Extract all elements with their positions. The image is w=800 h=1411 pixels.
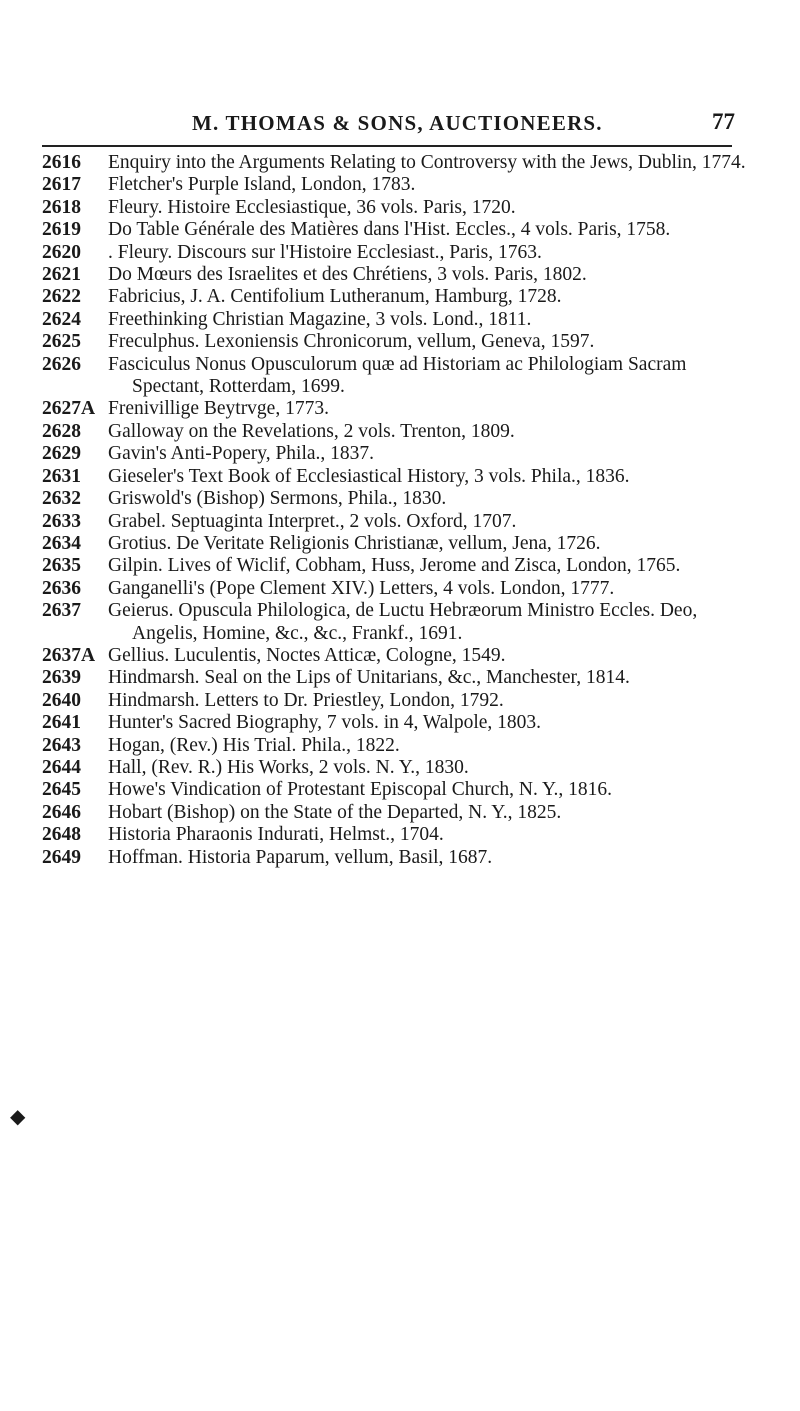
catalogue-entry: [0, 354, 800, 399]
entry-description: Fasciculus Nonus Opusculorum quæ ad Historiam ac Philologiam Sacram Spectant, Rotterdam, 1699.: [108, 353, 687, 398]
catalogue-entry: [0, 286, 800, 308]
lot-number: 2616: [42, 152, 81, 173]
page-header: [0, 102, 800, 142]
catalogue-entry: [0, 667, 800, 689]
lot-number: 2620: [42, 241, 81, 263]
catalogue-entry: [0, 488, 800, 510]
entry-description: Frenivillige Beytrvge, 1773.: [108, 398, 329, 420]
lot-number: 2626: [42, 353, 81, 375]
entry-description: Hindmarsh. Letters to Dr. Priestley, London, 1792.: [108, 689, 504, 711]
entry-description: Fletcher's Purple Island, London, 1783.: [108, 174, 416, 196]
catalogue-entry: [0, 309, 800, 331]
catalogue-entry: [0, 511, 800, 533]
lot-number: 2629: [42, 443, 81, 465]
catalogue-entry: [0, 197, 800, 219]
lot-number: 2628: [42, 420, 81, 442]
entry-description: Griswold's (Bishop) Sermons, Phila., 1830.: [108, 488, 447, 510]
entry-description: . Fleury. Discours sur l'Histoire Ecclesiast., Paris, 1763.: [108, 241, 542, 263]
catalogue-entry: [0, 645, 800, 667]
catalogue-entry: [0, 757, 800, 779]
catalogue-entry: [0, 735, 800, 757]
catalogue-entry: [0, 824, 800, 846]
lot-number: 2633: [42, 510, 81, 532]
lot-number: 2631: [42, 465, 81, 487]
catalogue-entry: [0, 421, 800, 443]
catalogue-entry: [0, 779, 800, 801]
lot-number: 2637A: [42, 644, 96, 666]
lot-number: 2619: [42, 219, 81, 241]
catalogue-list: [0, 152, 800, 869]
entry-description: Galloway on the Revelations, 2 vols. Trenton, 1809.: [108, 420, 515, 442]
catalogue-entry: [0, 466, 800, 488]
catalogue-entry: [0, 690, 800, 712]
page-number: 77: [712, 109, 735, 134]
entry-description: Gilpin. Lives of Wiclif, Cobham, Huss, Jerome and Zisca, London, 1765.: [108, 555, 681, 577]
lot-number: 2646: [42, 801, 81, 823]
catalogue-entry: [0, 712, 800, 734]
entry-description: Hoffman. Historia Paparum, vellum, Basil, 1687.: [108, 846, 493, 868]
catalogue-entry: [0, 174, 800, 196]
catalogue-entry: [0, 331, 800, 353]
lot-number: 2644: [42, 756, 81, 778]
entry-description: Hall, (Rev. R.) His Works, 2 vols. N. Y., 1830.: [108, 756, 469, 778]
catalogue-entry: [0, 578, 800, 600]
entry-description: Freethinking Christian Magazine, 3 vols. Lond., 1811.: [108, 308, 532, 330]
entry-description: Do Table Générale des Matières dans l'Hist. Eccles., 4 vols. Paris, 1758.: [108, 219, 671, 241]
entry-description: Enquiry into the Arguments Relating to Controversy with the Jews, Dublin, 1774.: [108, 152, 746, 173]
catalogue-entry: [0, 600, 800, 645]
lot-number: 2627A: [42, 398, 96, 420]
lot-number: 2618: [42, 196, 81, 218]
catalogue-entry: [0, 152, 800, 174]
lot-number: 2632: [42, 488, 81, 510]
catalogue-entry: [0, 264, 800, 286]
catalogue-entry: [0, 242, 800, 264]
lot-number: 2637: [42, 600, 81, 622]
entry-description: Hogan, (Rev.) His Trial. Phila., 1822.: [108, 734, 400, 756]
entry-description: Hunter's Sacred Biography, 7 vols. in 4, Walpole, 1803.: [108, 712, 542, 734]
entry-description: Howe's Vindication of Protestant Episcopal Church, N. Y., 1816.: [108, 779, 613, 801]
entry-description: Hindmarsh. Seal on the Lips of Unitarians, &c., Manchester, 1814.: [108, 667, 630, 689]
lot-number: 2648: [42, 824, 81, 846]
entry-description: Geierus. Opuscula Philologica, de Luctu Hebræorum Ministro Eccles. Deo, Angelis, Homine, &c., &c., Frankf., 1691.: [108, 600, 698, 644]
header-rule: [42, 145, 732, 147]
entry-description: Gieseler's Text Book of Ecclesiastical History, 3 vols. Phila., 1836.: [108, 465, 630, 487]
entry-description: Freculphus. Lexoniensis Chronicorum, vellum, Geneva, 1597.: [108, 331, 595, 353]
lot-number: 2617: [42, 174, 81, 196]
catalogue-entry: [0, 555, 800, 577]
catalogue-entry: [0, 847, 800, 869]
entry-description: Gellius. Luculentis, Noctes Atticæ, Cologne, 1549.: [108, 644, 506, 666]
lot-number: 2643: [42, 734, 81, 756]
lot-number: 2625: [42, 331, 81, 353]
entry-description: Grotius. De Veritate Religionis Christianæ, vellum, Jena, 1726.: [108, 532, 601, 554]
lot-number: 2621: [42, 264, 81, 286]
lot-number: 2624: [42, 308, 81, 330]
entry-description: Grabel. Septuaginta Interpret., 2 vols. Oxford, 1707.: [108, 510, 517, 532]
lot-number: 2645: [42, 779, 81, 801]
lot-number: 2649: [42, 846, 81, 868]
entry-description: Gavin's Anti-Popery, Phila., 1837.: [108, 443, 375, 465]
entry-description: Hobart (Bishop) on the State of the Departed, N. Y., 1825.: [108, 801, 562, 823]
lot-number: 2635: [42, 555, 81, 577]
margin-mark: ◆: [10, 1106, 26, 1128]
entry-description: Ganganelli's (Pope Clement XIV.) Letters, 4 vols. London, 1777.: [108, 577, 615, 599]
entry-description: Fleury. Histoire Ecclesiastique, 36 vols. Paris, 1720.: [108, 196, 516, 218]
entry-description: Historia Pharaonis Indurati, Helmst., 1704.: [108, 824, 444, 846]
lot-number: 2622: [42, 286, 81, 308]
catalogue-entry: [0, 802, 800, 824]
lot-number: 2641: [42, 712, 81, 734]
lot-number: 2634: [42, 532, 81, 554]
lot-number: 2640: [42, 689, 81, 711]
entry-description: Do Mœurs des Israelites et des Chrétiens, 3 vols. Paris, 1802.: [108, 264, 587, 286]
entry-description: Fabricius, J. A. Centifolium Lutheranum, Hamburg, 1728.: [108, 286, 562, 308]
catalogue-entry: [0, 533, 800, 555]
catalogue-entry: [0, 219, 800, 241]
running-header-title: M. THOMAS & SONS, AUCTIONEERS.: [192, 111, 603, 135]
catalogue-entry: [0, 398, 800, 420]
lot-number: 2639: [42, 667, 81, 689]
catalogue-entry: [0, 443, 800, 465]
lot-number: 2636: [42, 577, 81, 599]
